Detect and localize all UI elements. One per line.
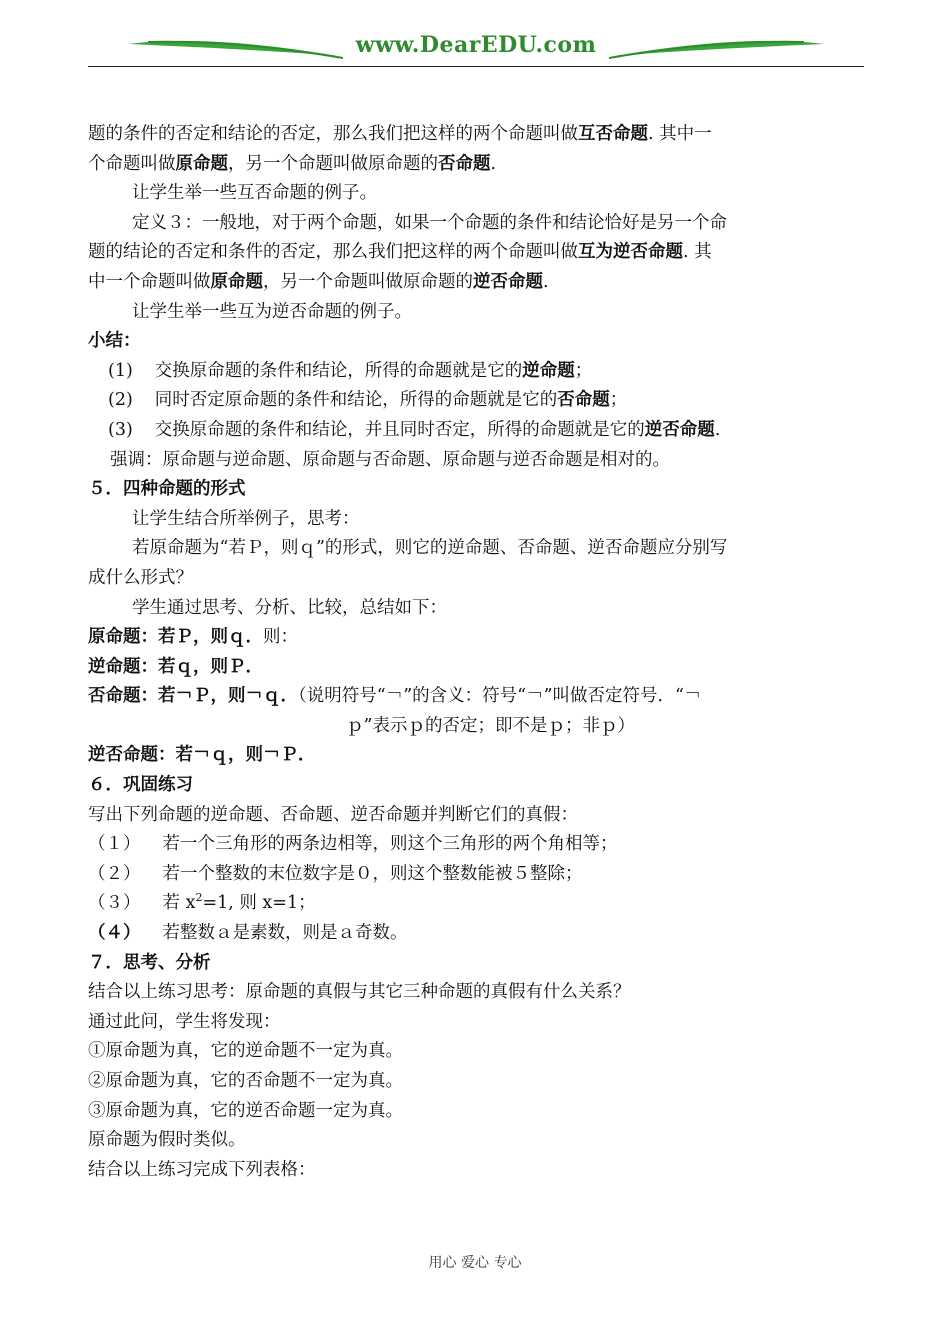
text: ，另一个命题叫做原命题的 [228, 153, 438, 174]
paragraph-line [88, 120, 866, 150]
paragraph-line: 让学生举一些互为逆否命题的例子。 [132, 301, 412, 322]
section-5-title: ５．四种命题的形式 [88, 479, 246, 500]
summary-item [88, 357, 866, 387]
item-number: （３） [88, 893, 141, 914]
item-number: (1) [108, 360, 133, 381]
text: =1, 则 x=1； [202, 893, 316, 914]
item-number: （４） [88, 923, 141, 944]
paragraph-line: 让学生结合所举例子，思考： [132, 508, 360, 529]
text: 若一个三角形的两条边相等，则这个三角形的两个角相等； [162, 834, 618, 855]
form-converse: 逆命题：若ｑ，则Ｐ． [88, 656, 263, 677]
paragraph-line: 成什么形式？ [88, 567, 193, 588]
summary-title: 小结： [88, 331, 141, 352]
form-original [88, 623, 866, 653]
text: 题的结论的否定和条件的否定，那么我们把这样的两个命题叫做 [88, 242, 578, 263]
text: . [490, 153, 497, 174]
section-7-title: ７．思考、分析 [88, 952, 211, 973]
exercise-item [88, 919, 866, 949]
form-inverse [88, 682, 866, 712]
form-inverse-note: ｐ”表示ｐ的否定；即不是ｐ；非ｐ） [346, 715, 635, 736]
paragraph-line: 若原命题为“若Ｐ，则ｑ”的形式，则它的逆命题、否命题、逆否命题应分别写 [132, 538, 728, 559]
text: ； [609, 390, 628, 411]
header-rule [88, 66, 864, 67]
item-number: （１） [88, 834, 141, 855]
text: 交换原命题的条件和结论，并且同时否定，所得的命题就是它的 [154, 419, 645, 440]
paragraph-line: 原命题为假时类似。 [88, 1130, 246, 1151]
text: 个命题叫做 [88, 153, 176, 174]
finding-item: ③原命题为真，它的逆否命题一定为真。 [88, 1100, 403, 1121]
term-negation: 否命题 [438, 153, 491, 174]
summary-item [88, 416, 866, 446]
term-contrapositive-pair: 互为逆否命题 [578, 242, 683, 263]
term-original: 原命题 [175, 153, 228, 174]
text: 若一个整数的末位数字是０，则这个整数能被５整除； [162, 863, 583, 884]
term-original: 原命题 [210, 271, 263, 292]
paragraph-line [88, 150, 866, 180]
text: 题的条件的否定和结论的否定，那么我们把这样的两个命题叫做 [88, 124, 578, 144]
text: . 其中一 [648, 124, 712, 144]
text: 原命题：若Ｐ，则ｑ． [88, 627, 263, 648]
item-number: (3) [108, 419, 133, 440]
term: 逆否命题 [644, 419, 715, 440]
term: 逆命题 [522, 360, 575, 381]
exercise-item [88, 889, 866, 919]
text: ； [574, 360, 593, 381]
paragraph-line: 让学生举一些互否命题的例子。 [132, 183, 377, 204]
text: 交换原命题的条件和结论，所得的命题就是它的 [154, 360, 523, 381]
paragraph-line [88, 238, 866, 268]
term: 否命题 [557, 390, 610, 411]
text: . [543, 271, 549, 292]
site-logo-text: www.DearEDU.com [355, 32, 597, 58]
paragraph-line [88, 268, 866, 298]
paragraph-line: 学生通过思考、分析、比较，总结如下： [132, 597, 447, 618]
summary-emphasis: 强调：原命题与逆命题、原命题与否命题、原命题与逆否命题是相对的。 [110, 449, 670, 470]
text: （说明符号“￢”的含义：符号“￢”叫做否定符号．“￢ [298, 686, 702, 707]
text: 若整数ａ是素数，则是ａ奇数。 [162, 923, 408, 944]
summary-item [88, 386, 866, 416]
text: 否命题：若￢Ｐ，则￢ｑ． [88, 686, 298, 707]
section-6-title: ６．巩固练习 [88, 775, 193, 796]
finding-item: ①原命题为真，它的逆命题不一定为真。 [88, 1041, 403, 1062]
paragraph-line: 写出下列命题的逆命题、否命题、逆否命题并判断它们的真假： [88, 804, 578, 825]
text: ，另一个命题叫做原命题的 [263, 271, 473, 292]
superscript: 2 [195, 891, 203, 905]
item-number: （２） [88, 863, 141, 884]
term-contrapositive: 逆否命题 [473, 271, 543, 292]
document-body [88, 120, 866, 1185]
paragraph-line: 通过此问，学生将发现： [88, 1011, 281, 1032]
text: 同时否定原命题的条件和结论，所得的命题就是它的 [154, 390, 558, 411]
definition-3: 定义３：一般地，对于两个命题，如果一个命题的条件和结论恰好是另一个命 [132, 212, 727, 233]
item-number: (2) [108, 390, 133, 411]
term-mutual-negation: 互否命题 [578, 124, 648, 144]
exercise-item [88, 830, 866, 860]
paragraph-line: 结合以上练习完成下列表格： [88, 1159, 316, 1180]
finding-item: ②原命题为真，它的否命题不一定为真。 [88, 1071, 403, 1091]
text: 则： [263, 627, 298, 648]
text: 中一个命题叫做 [88, 271, 211, 292]
form-contrapositive: 逆否命题：若￢ｑ，则￢Ｐ． [88, 745, 316, 766]
page-footer: 用心 爱心 专心 [428, 1255, 522, 1271]
paragraph-line: 结合以上练习思考：原命题的真假与其它三种命题的真假有什么关系？ [88, 982, 631, 1003]
text: . 其 [683, 242, 712, 263]
text: 若 x [162, 893, 196, 914]
exercise-item [88, 860, 866, 890]
text: . [714, 419, 721, 440]
